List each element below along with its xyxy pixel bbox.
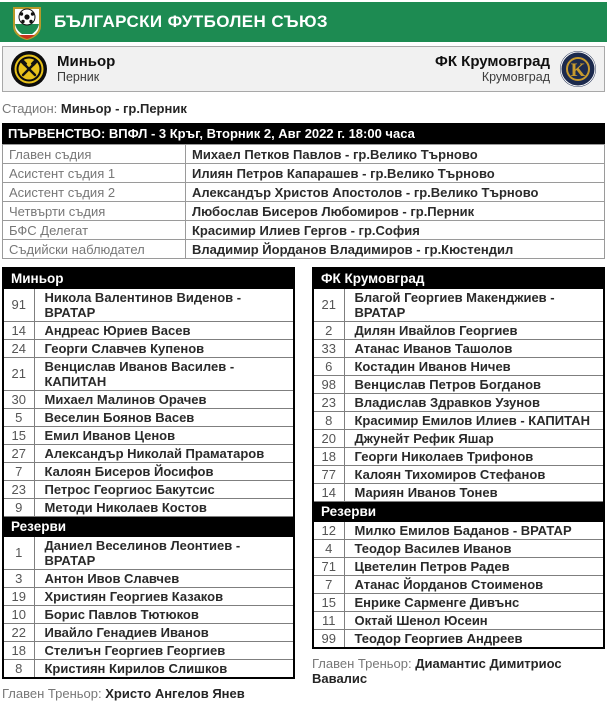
- away-roster-title: ФК Крумовград: [313, 268, 604, 288]
- official-role: Главен съдия: [3, 145, 186, 164]
- player-name: Атанас Иванов Ташолов: [344, 339, 604, 357]
- player-name: Теодор Георгиев Андреев: [344, 629, 604, 648]
- player-number: 15: [313, 593, 344, 611]
- official-role: Съдийски наблюдател: [3, 240, 186, 259]
- official-row: [3, 221, 605, 240]
- player-row: [313, 429, 604, 447]
- player-number: 71: [313, 557, 344, 575]
- player-number: 1: [3, 536, 34, 569]
- player-name: Стелиън Георгиев Георгиев: [34, 641, 294, 659]
- player-name: Андреас Юриев Васев: [34, 321, 294, 339]
- official-row: [3, 164, 605, 183]
- player-row: [3, 288, 294, 321]
- player-number: 23: [313, 393, 344, 411]
- player-number: 11: [313, 611, 344, 629]
- federation-title: БЪЛГАРСКИ ФУТБОЛЕН СЪЮЗ: [54, 12, 328, 31]
- away-roster-table: [312, 267, 605, 649]
- player-name: Венцислав Петров Богданов: [344, 375, 604, 393]
- player-number: 4: [313, 539, 344, 557]
- player-name: Октай Шенол Юсеин: [344, 611, 604, 629]
- official-row: [3, 202, 605, 221]
- player-name: Красимир Емилов Илиев - КАПИТАН: [344, 411, 604, 429]
- player-name: Георги Николаев Трифонов: [344, 447, 604, 465]
- player-row: [3, 462, 294, 480]
- player-row: [313, 521, 604, 539]
- player-number: 98: [313, 375, 344, 393]
- home-roster-column: [2, 267, 295, 701]
- home-coach-line: [2, 686, 295, 701]
- player-name: Михаел Малинов Орачев: [34, 390, 294, 408]
- player-number: 10: [3, 605, 34, 623]
- player-row: [313, 629, 604, 648]
- player-row: [3, 339, 294, 357]
- away-reserves-title: Резерви: [313, 501, 604, 521]
- player-number: 7: [3, 462, 34, 480]
- home-roster-table: [2, 267, 295, 679]
- player-name: Милко Емилов Баданов - ВРАТАР: [344, 521, 604, 539]
- official-name: Любослав Бисеров Любомиров - гр.Перник: [186, 202, 605, 221]
- player-number: 9: [3, 498, 34, 516]
- player-number: 91: [3, 288, 34, 321]
- player-name: Енрике Сарменге Дивънс: [344, 593, 604, 611]
- home-reserves-title: Резерви: [3, 516, 294, 536]
- player-number: 21: [313, 288, 344, 321]
- team-band: [2, 46, 605, 92]
- home-coach-label: Главен Треньор:: [2, 685, 102, 701]
- player-name: Теодор Василев Иванов: [344, 539, 604, 557]
- player-name: Дилян Ивайлов Георгиев: [344, 321, 604, 339]
- official-row: [3, 240, 605, 259]
- home-roster-title: Миньор: [3, 268, 294, 288]
- player-row: [3, 480, 294, 498]
- krumovgrad-crest-icon: [559, 50, 597, 88]
- player-row: [313, 483, 604, 501]
- player-row: [313, 321, 604, 339]
- away-coach-name: Диамантис Димитриос Вавалис: [312, 655, 562, 686]
- player-number: 14: [313, 483, 344, 501]
- player-number: 6: [313, 357, 344, 375]
- away-team-city: Крумовград: [481, 70, 550, 85]
- player-number: 14: [3, 321, 34, 339]
- player-row: [3, 408, 294, 426]
- player-name: Венцислав Иванов Василев - КАПИТАН: [34, 357, 294, 390]
- player-number: 8: [3, 659, 34, 678]
- player-name: Методи Николаев Костов: [34, 498, 294, 516]
- player-row: [3, 587, 294, 605]
- player-number: 5: [3, 408, 34, 426]
- player-row: [313, 447, 604, 465]
- player-name: Петрос Георгиос Бакутсис: [34, 480, 294, 498]
- home-team-name: Миньор: [57, 53, 116, 71]
- stadium-line: [2, 101, 605, 116]
- federation-bar: [0, 2, 607, 42]
- official-role: Четвърти съдия: [3, 202, 186, 221]
- away-roster-column: [312, 267, 605, 701]
- player-row: [3, 569, 294, 587]
- player-name: Георги Славчев Купенов: [34, 339, 294, 357]
- home-team-city: Перник: [57, 70, 100, 85]
- player-name: Калоян Тихомиров Стефанов: [344, 465, 604, 483]
- player-row: [3, 321, 294, 339]
- player-row: [3, 498, 294, 516]
- player-number: 30: [3, 390, 34, 408]
- official-role: БФС Делегат: [3, 221, 186, 240]
- player-row: [313, 593, 604, 611]
- player-row: [3, 426, 294, 444]
- player-number: 77: [313, 465, 344, 483]
- player-number: 15: [3, 426, 34, 444]
- official-name: Михаел Петков Павлов - гр.Велико Търново: [186, 145, 605, 164]
- player-row: [3, 659, 294, 678]
- officials-section: [2, 123, 605, 259]
- player-number: 22: [3, 623, 34, 641]
- official-name: Илиян Петров Капарашев - гр.Велико Търново: [186, 164, 605, 183]
- player-name: Благой Георгиев Макенджиев - ВРАТАР: [344, 288, 604, 321]
- player-number: 18: [3, 641, 34, 659]
- player-number: 8: [313, 411, 344, 429]
- official-name: Александър Христов Апостолов - гр.Велико Търново: [186, 183, 605, 202]
- player-name: Борис Павлов Тютюков: [34, 605, 294, 623]
- player-name: Ивайло Генадиев Иванов: [34, 623, 294, 641]
- player-row: [3, 623, 294, 641]
- player-row: [313, 375, 604, 393]
- stadium-value: Миньор - гр.Перник: [60, 101, 187, 116]
- player-number: 18: [313, 447, 344, 465]
- svg-text:K: K: [570, 60, 586, 81]
- away-coach-line: [312, 656, 605, 686]
- player-name: Даниел Веселинов Леонтиев - ВРАТАР: [34, 536, 294, 569]
- away-team-header: [435, 50, 597, 88]
- player-number: 3: [3, 569, 34, 587]
- player-row: [313, 465, 604, 483]
- player-name: Джунейт Рефик Яшар: [344, 429, 604, 447]
- home-team-header: [10, 50, 115, 88]
- official-role: Асистент съдия 2: [3, 183, 186, 202]
- player-number: 12: [313, 521, 344, 539]
- player-row: [3, 444, 294, 462]
- player-name: Никола Валентинов Виденов - ВРАТАР: [34, 288, 294, 321]
- official-row: [3, 183, 605, 202]
- player-row: [313, 557, 604, 575]
- player-number: 33: [313, 339, 344, 357]
- official-name: Красимир Илиев Гергов - гр.София: [186, 221, 605, 240]
- official-name: Владимир Йорданов Владимиров - гр.Кюстендил: [186, 240, 605, 259]
- player-number: 23: [3, 480, 34, 498]
- player-name: Християн Георгиев Казаков: [34, 587, 294, 605]
- player-row: [313, 411, 604, 429]
- player-number: 24: [3, 339, 34, 357]
- player-row: [313, 575, 604, 593]
- player-row: [3, 536, 294, 569]
- player-number: 7: [313, 575, 344, 593]
- player-name: Веселин Боянов Васев: [34, 408, 294, 426]
- player-number: 21: [3, 357, 34, 390]
- player-row: [313, 611, 604, 629]
- home-coach-name: Христо Ангелов Янев: [105, 685, 245, 701]
- player-name: Атанас Йорданов Стоименов: [344, 575, 604, 593]
- player-name: Александър Николай Праматаров: [34, 444, 294, 462]
- rosters-section: [2, 267, 605, 701]
- official-role: Асистент съдия 1: [3, 164, 186, 183]
- player-name: Цветелин Петров Радев: [344, 557, 604, 575]
- player-row: [313, 357, 604, 375]
- away-coach-label: Главен Треньор:: [312, 655, 412, 671]
- player-name: Костадин Иванов Ничев: [344, 357, 604, 375]
- player-name: Калоян Бисеров Йосифов: [34, 462, 294, 480]
- player-name: Кристиян Кирилов Слишков: [34, 659, 294, 678]
- player-number: 19: [3, 587, 34, 605]
- player-number: 2: [313, 321, 344, 339]
- player-row: [313, 393, 604, 411]
- player-row: [3, 641, 294, 659]
- minyor-crest-icon: [10, 50, 48, 88]
- player-row: [3, 605, 294, 623]
- stadium-label: Стадион:: [2, 101, 58, 116]
- official-row: [3, 145, 605, 164]
- player-row: [313, 288, 604, 321]
- player-row: [313, 539, 604, 557]
- away-team-name: ФК Крумовград: [435, 53, 550, 71]
- player-row: [313, 339, 604, 357]
- player-number: 99: [313, 629, 344, 648]
- player-name: Мариян Иванов Тонев: [344, 483, 604, 501]
- player-row: [3, 390, 294, 408]
- match-info-bar: ПЪРВЕНСТВО: ВПФЛ - 3 Кръг, Вторник 2, Авг 2022 г. 18:00 часа: [2, 123, 605, 144]
- officials-table: [2, 144, 605, 259]
- bfu-crest-icon: [10, 4, 44, 40]
- player-row: [3, 357, 294, 390]
- player-number: 27: [3, 444, 34, 462]
- player-number: 20: [313, 429, 344, 447]
- player-name: Владислав Здравков Узунов: [344, 393, 604, 411]
- player-name: Емил Иванов Ценов: [34, 426, 294, 444]
- player-name: Антон Ивов Славчев: [34, 569, 294, 587]
